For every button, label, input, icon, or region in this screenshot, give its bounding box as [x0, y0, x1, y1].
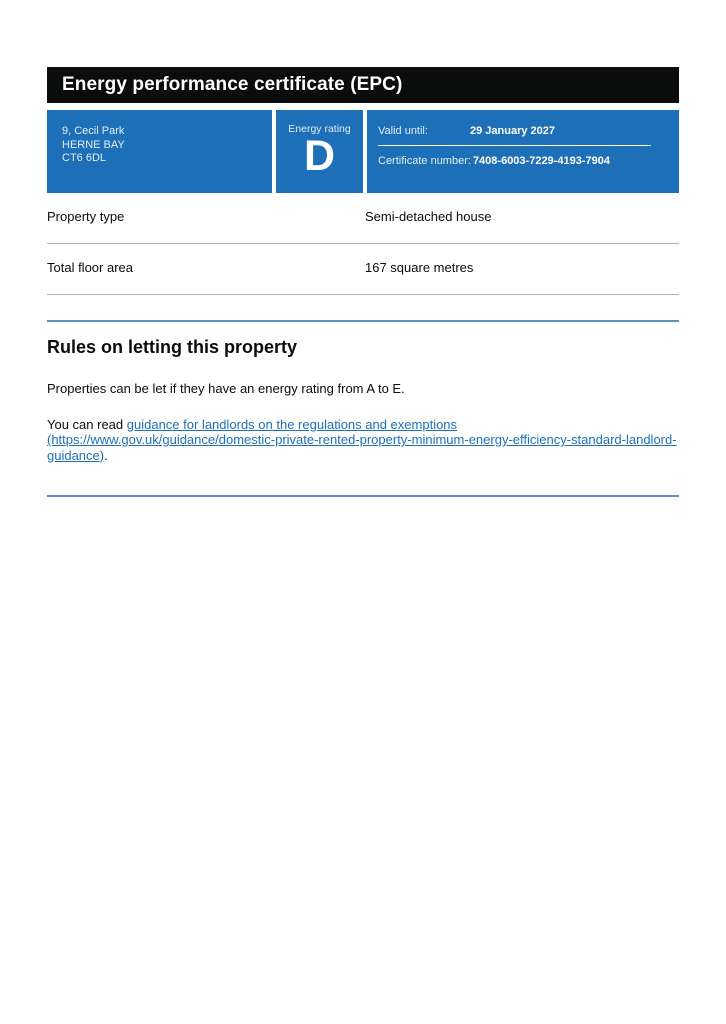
valid-until-label: Valid until: — [378, 125, 428, 137]
energy-rating-badge — [276, 110, 363, 193]
energy-rating-label: Energy rating — [288, 123, 351, 135]
valid-until-row — [378, 125, 651, 137]
address-line-3: CT6 6DL — [62, 152, 107, 164]
validity-divider — [378, 145, 651, 146]
section-rule-bottom — [47, 495, 679, 497]
table-row — [47, 244, 679, 295]
property-type-value: Semi-detached house — [365, 209, 492, 224]
valid-until-value: 29 January 2027 — [470, 125, 556, 137]
total-floor-area-label: Total floor area — [47, 260, 133, 275]
section-rule-top — [47, 320, 679, 322]
page-title: Energy performance certificate (EPC) — [62, 74, 403, 95]
certificate-number-label: Certificate number: — [378, 155, 471, 167]
property-address — [47, 110, 272, 193]
letting-rules-intro: Properties can be let if they have an energy rating from A to E. — [47, 381, 405, 396]
energy-rating-value: D — [303, 132, 336, 180]
guidance-text-prefix: You can read — [47, 416, 127, 432]
property-type-label: Property type — [47, 209, 125, 224]
table-row — [47, 193, 679, 244]
property-details-table — [47, 193, 679, 295]
address-line-1: 9, Cecil Park — [62, 125, 125, 137]
letting-rules-guidance — [47, 417, 679, 464]
total-floor-area-value: 167 square metres — [365, 260, 474, 275]
validity-panel — [367, 110, 679, 193]
certificate-number-row — [378, 155, 651, 167]
guidance-text-suffix: . — [104, 447, 108, 463]
letting-rules-heading: Rules on letting this property — [47, 337, 298, 357]
landlord-guidance-link[interactable]: guidance for landlords on the regulations and exemptions (https://www.gov.uk/guidance/domestic-private-rented-property-minimum-energy-efficiency-standard-landlord-guidance) — [47, 416, 677, 463]
certificate-masthead — [47, 67, 679, 103]
summary-banner — [47, 110, 679, 193]
certificate-number-value: 7408-6003-7229-4193-7904 — [472, 155, 610, 167]
address-line-2: HERNE BAY — [62, 138, 125, 151]
